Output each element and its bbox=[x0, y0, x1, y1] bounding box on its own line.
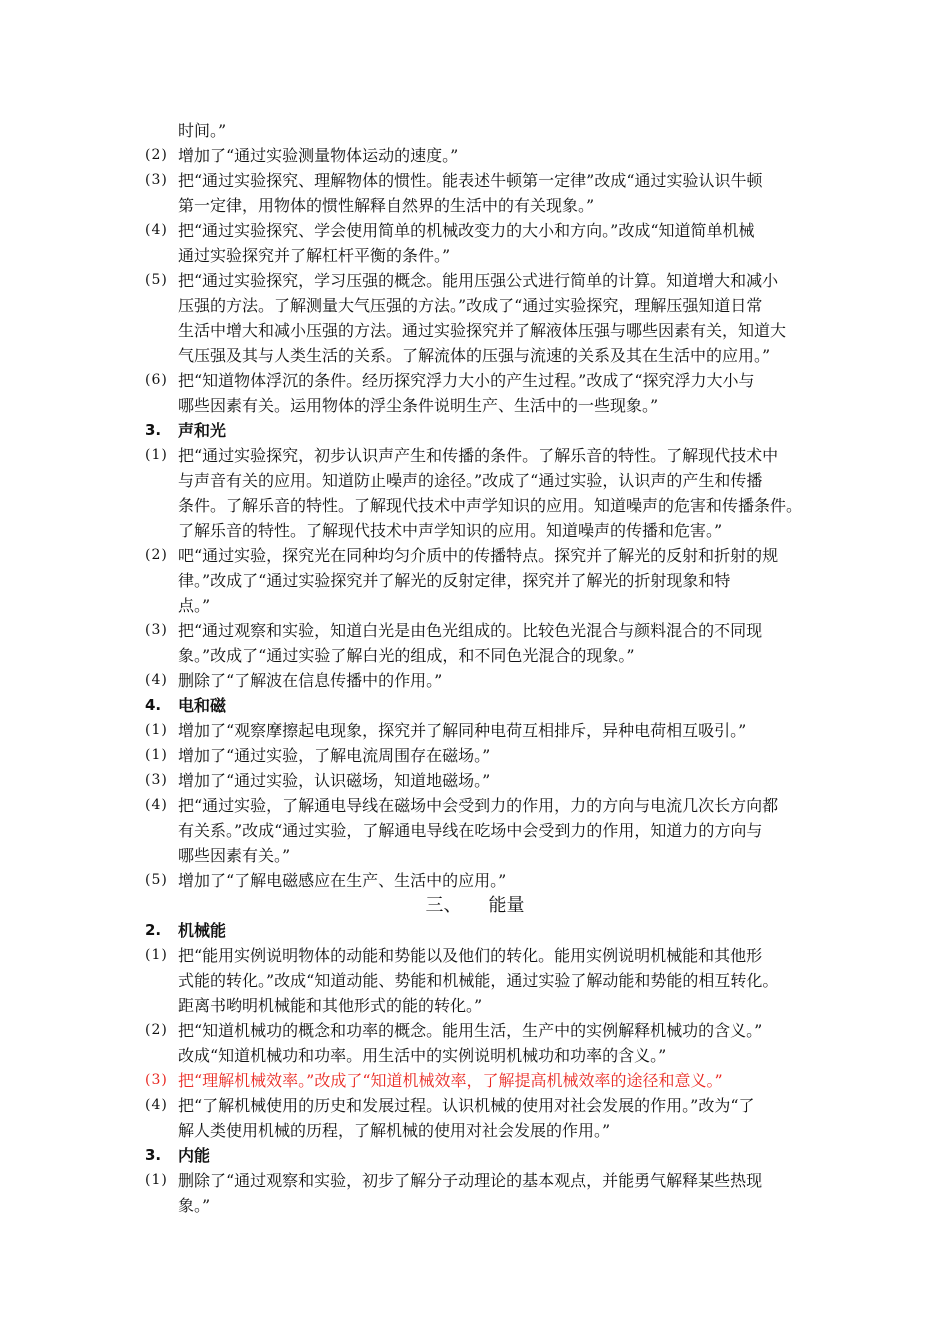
item-text: 气压强及其与人类生活的关系。了解流体的压强与流速的关系及其在生活中的应用。” bbox=[178, 346, 771, 365]
item-text: 吧“通过实验，探究光在同种均匀介质中的传播特点。探究并了解光的反射和折射的规 bbox=[178, 546, 779, 565]
item-number: (3) bbox=[145, 172, 168, 188]
list-item bbox=[0, 943, 950, 968]
item-text: 有关系。”改成“通过实验，了解通电导线在吃场中会受到力的作用，知道力的方向与 bbox=[178, 821, 763, 840]
item-number: (2) bbox=[145, 547, 168, 563]
section-title: 内能 bbox=[178, 1146, 211, 1165]
document-page bbox=[0, 118, 950, 1218]
section-heading bbox=[0, 693, 950, 718]
item-text: 与声音有关的应用。知道防止噪声的途径。”改成了“通过实验，认识声的产生和传播 bbox=[178, 471, 763, 490]
item-text: 把“知道物体浮沉的条件。经历探究浮力大小的产生过程。”改成了“探究浮力大小与 bbox=[178, 371, 755, 390]
section-heading bbox=[0, 418, 950, 443]
item-text: 时间。” bbox=[178, 121, 227, 140]
item-text: 解人类使用机械的历程，了解机械的使用对社会发展的作用。” bbox=[178, 1121, 611, 1140]
section-number: 2. bbox=[145, 921, 162, 939]
item-text: 把“通过实验探究、理解物体的惯性。能表述牛顿第一定律”改成“通过实验认识牛顿 bbox=[178, 171, 763, 190]
item-number: (3) bbox=[145, 622, 168, 638]
item-text: 增加了“通过实验，认识磁场，知道地磁场。” bbox=[178, 771, 491, 790]
item-text: 把“通过观察和实验，知道白光是由色光组成的。比较色光混合与颜料混合的不同现 bbox=[178, 621, 763, 640]
section-number: 3. bbox=[145, 421, 162, 439]
item-text: 哪些因素有关。” bbox=[178, 846, 291, 865]
item-text: 增加了“通过实验，了解电流周围存在磁场。” bbox=[178, 746, 491, 765]
list-item-continuation bbox=[0, 393, 950, 418]
item-text: 把“了解机械使用的历史和发展过程。认识机械的使用对社会发展的作用。”改为“了 bbox=[178, 1096, 755, 1115]
section-heading bbox=[0, 1143, 950, 1168]
list-item-continuation bbox=[0, 343, 950, 368]
list-item bbox=[0, 868, 950, 893]
item-text: 增加了“通过实验测量物体运动的速度。” bbox=[178, 146, 459, 165]
list-item-continuation bbox=[0, 193, 950, 218]
section-number: 4. bbox=[145, 696, 162, 714]
item-text: 改成“知道机械功和功率。用生活中的实例说明机械功和功率的含义。” bbox=[178, 1046, 667, 1065]
list-item-continuation bbox=[0, 843, 950, 868]
part-heading bbox=[0, 893, 950, 918]
section-title: 声和光 bbox=[178, 421, 227, 440]
item-number: (1) bbox=[145, 947, 168, 963]
list-item bbox=[0, 443, 950, 468]
list-item bbox=[0, 268, 950, 293]
item-text: 了解乐音的特性。了解现代技术中声学知识的应用。知道噪声的传播和危害。” bbox=[178, 521, 723, 540]
item-text: 条件。了解乐音的特性。了解现代技术中声学知识的应用。知道噪声的危害和传播条件。 bbox=[178, 496, 803, 515]
list-item bbox=[0, 1068, 950, 1093]
section-heading bbox=[0, 918, 950, 943]
item-number: (4) bbox=[145, 1097, 168, 1113]
item-text: 象。”改成了“通过实验了解白光的组成，和不同色光混合的现象。” bbox=[178, 646, 635, 665]
list-item bbox=[0, 543, 950, 568]
item-text: 生活中增大和减小压强的方法。通过实验探究并了解液体压强与哪些因素有关，知道大 bbox=[178, 321, 787, 340]
item-number: (4) bbox=[145, 672, 168, 688]
list-item bbox=[0, 793, 950, 818]
item-text: 第一定律，用物体的惯性解释自然界的生活中的有关现象。” bbox=[178, 196, 595, 215]
list-item-continuation bbox=[0, 243, 950, 268]
item-text: 把“通过实验探究，初步认识声产生和传播的条件。了解乐音的特性。了解现代技术中 bbox=[178, 446, 779, 465]
item-number: (4) bbox=[145, 222, 168, 238]
list-item-continuation bbox=[0, 293, 950, 318]
item-text: 距离书哟明机械能和其他形式的能的转化。” bbox=[178, 996, 483, 1015]
item-text: 增加了“观察摩擦起电现象，探究并了解同种电荷互相排斥，异种电荷相互吸引。” bbox=[178, 721, 747, 740]
list-item-continuation bbox=[0, 118, 950, 143]
item-number: (5) bbox=[145, 272, 168, 288]
item-number: (3) bbox=[145, 772, 168, 788]
part-title: 三、 能量 bbox=[425, 895, 525, 916]
list-item-continuation bbox=[0, 993, 950, 1018]
item-number: (5) bbox=[145, 872, 168, 888]
item-text: 点。” bbox=[178, 596, 211, 615]
section-title: 电和磁 bbox=[178, 696, 227, 715]
item-number: (6) bbox=[145, 372, 168, 388]
list-item bbox=[0, 618, 950, 643]
section-title: 机械能 bbox=[178, 921, 227, 940]
list-item bbox=[0, 143, 950, 168]
item-text: 哪些因素有关。运用物体的浮尘条件说明生产、生活中的一些现象。” bbox=[178, 396, 659, 415]
list-item-continuation bbox=[0, 493, 950, 518]
list-item-continuation bbox=[0, 518, 950, 543]
item-number: (4) bbox=[145, 797, 168, 813]
list-item-continuation bbox=[0, 643, 950, 668]
list-item bbox=[0, 768, 950, 793]
list-item-continuation bbox=[0, 593, 950, 618]
list-item-continuation bbox=[0, 318, 950, 343]
item-text: 把“通过实验探究，学习压强的概念。能用压强公式进行简单的计算。知道增大和减小 bbox=[178, 271, 779, 290]
item-text: 把“知道机械功的概念和功率的概念。能用生活，生产中的实例解释机械功的含义。” bbox=[178, 1021, 763, 1040]
list-item-continuation bbox=[0, 1043, 950, 1068]
list-item-continuation bbox=[0, 1193, 950, 1218]
item-text: 通过实验探究并了解杠杆平衡的条件。” bbox=[178, 246, 451, 265]
item-text: 式能的转化。”改成“知道动能、势能和机械能，通过实验了解动能和势能的相互转化。 bbox=[178, 971, 779, 990]
list-item-continuation bbox=[0, 1118, 950, 1143]
highlighted-item-text: 把“理解机械效率。”改成了“知道机械效率，了解提高机械效率的途径和意义。” bbox=[178, 1071, 723, 1090]
item-text: 把“通过实验探究、学会使用简单的机械改变力的大小和方向。”改成“知道简单机械 bbox=[178, 221, 755, 240]
list-item bbox=[0, 1168, 950, 1193]
list-item bbox=[0, 743, 950, 768]
item-text: 增加了“了解电磁感应在生产、生活中的应用。” bbox=[178, 871, 507, 890]
list-item-continuation bbox=[0, 468, 950, 493]
item-number: (1) bbox=[145, 1172, 168, 1188]
item-number: (1) bbox=[145, 722, 168, 738]
item-number: (3) bbox=[145, 1072, 168, 1088]
list-item bbox=[0, 668, 950, 693]
item-text: 删除了“了解波在信息传播中的作用。” bbox=[178, 671, 443, 690]
list-item-continuation bbox=[0, 968, 950, 993]
item-number: (1) bbox=[145, 747, 168, 763]
item-text: 压强的方法。了解测量大气压强的方法。”改成了“通过实验探究，理解压强知道日常 bbox=[178, 296, 763, 315]
item-number: (2) bbox=[145, 1022, 168, 1038]
list-item bbox=[0, 718, 950, 743]
item-number: (2) bbox=[145, 147, 168, 163]
list-item bbox=[0, 218, 950, 243]
item-text: 象。” bbox=[178, 1196, 211, 1215]
item-number: (1) bbox=[145, 447, 168, 463]
item-text: 把“能用实例说明物体的动能和势能以及他们的转化。能用实例说明机械能和其他形 bbox=[178, 946, 763, 965]
item-text: 律。”改成了“通过实验探究并了解光的反射定律，探究并了解光的折射现象和特 bbox=[178, 571, 731, 590]
list-item bbox=[0, 168, 950, 193]
list-item bbox=[0, 1093, 950, 1118]
section-number: 3. bbox=[145, 1146, 162, 1164]
list-item-continuation bbox=[0, 818, 950, 843]
list-item bbox=[0, 368, 950, 393]
item-text: 删除了“通过观察和实验，初步了解分子动理论的基本观点，并能勇气解释某些热现 bbox=[178, 1171, 763, 1190]
list-item bbox=[0, 1018, 950, 1043]
list-item-continuation bbox=[0, 568, 950, 593]
item-text: 把“通过实验，了解通电导线在磁场中会受到力的作用，力的方向与电流几次长方向都 bbox=[178, 796, 779, 815]
